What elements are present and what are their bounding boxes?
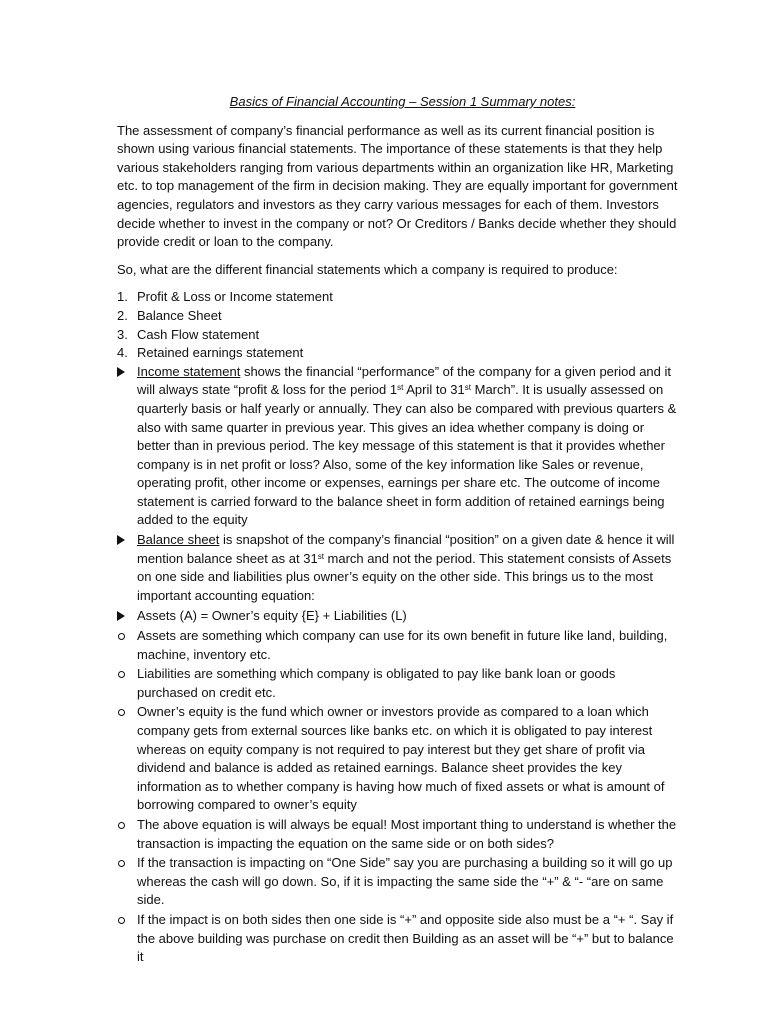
circle-bullet-icon [117,665,135,684]
arrow-bullet-icon [117,531,135,551]
circle-bullet-icon [117,816,135,835]
list-item [117,288,678,307]
arrow-bullet-icon [117,607,135,627]
list-item: Assets are something which company can use for its own benefit in future like land, building, machine, inventory etc. [117,627,678,664]
list-item [117,344,678,363]
statement-descriptions [117,363,678,967]
balance-sheet-term: Balance sheet [137,532,220,548]
balance-sheet-item: Balance sheet is snapshot of the company’s financial “position” on a given date & hence it will mention balance sheet as at 31st march and not the period. This statement consists of Assets on one side and liabilities plus owner’s equity on the other side. This brings us to the most important accounting equation: [117,531,678,605]
accounting-equation-item [117,607,678,626]
list-item-text: Cash Flow statement [137,326,260,342]
list-item [117,307,678,326]
document-title: Basics of Financial Accounting – Session 1 Summary notes: [229,94,576,109]
circle-bullet-icon [117,627,135,646]
income-statement-item: Income statement shows the financial “performance” of the company for a given period and it will always state “profit & loss for the period 1st April to 31st March”. It is usually assessed on quarterly basis or half yearly or annually. They can also be compared with previous quarters & also with same quarter in previous year. This gives an idea whether company is doing or better than in previous period. The key message of this statement is that it provides whether company is in net profit or loss? Also, some of the key information like Sales or revenue, operating profit, other income or expenses, earnings per share etc. The outcome of income statement is carried forward to the balance sheet in form addition of retained earnings being added to the equity [117,363,678,530]
list-item: If the impact is on both sides then one side is “+” and opposite side also must be a “+ “. Say if the above building was purchase on credit then Building as an asset will be “+” but to balance it [117,911,678,967]
list-number: 2. [117,307,128,323]
list-item-text: Retained earnings statement [137,345,304,361]
statements-question: So, what are the different financial statements which a company is required to produce: [117,261,618,277]
accounting-equation: Assets (A) = Owner’s equity {E} + Liabilities (L) [137,608,407,624]
list-number: 4. [117,345,128,361]
list-item: Owner’s equity is the fund which owner or investors provide as compared to a loan which company gets from external sources like banks etc. on which it is obligated to pay interest whereas on equity company is not required to pay interest but they get share of profit via dividend and balance is added as retained earnings. Balance sheet provides the key information as to whether company is having how much of fixed assets or what is amount of borrowing compared to owner’s equity [117,703,678,815]
income-statement-term: Income statement [137,363,241,379]
list-number: 3. [117,326,128,342]
statements-list [117,288,678,362]
list-item [117,326,678,345]
list-item: The above equation is will always be equal! Most important thing to understand is whether the transaction is impacting the equation on the same side or on both sides? [117,816,678,853]
list-item-text: Balance Sheet [137,307,222,323]
intro-paragraph: The assessment of company’s financial performance as well as its current financial position is shown using various financial statements. The importance of these statements is that they help various stakeholders ranging from various departments within an organization like HR, Marketing etc. to top management of the firm in decision making. They are equally important for government agencies, regulators and investors as they carry various messages for each of them. Investors decide whether to invest in the company or not? Or Creditors / Banks decide whether they should provide credit or loan to the company. [117,122,678,250]
circle-bullet-icon [117,703,135,722]
circle-bullet-icon [117,911,135,930]
list-item: If the transaction is impacting on “One Side” say you are purchasing a building so it will go up whereas the cash will go down. So, if it is impacting the same side the “+” & “- “are on same side. [117,854,678,910]
list-item-text: Profit & Loss or Income statement [137,289,333,305]
list-item: Liabilities are something which company is obligated to pay like bank loan or goods purchased on credit etc. [117,665,678,702]
arrow-bullet-icon [117,363,135,383]
circle-bullet-icon [117,854,135,873]
list-number: 1. [117,289,128,305]
